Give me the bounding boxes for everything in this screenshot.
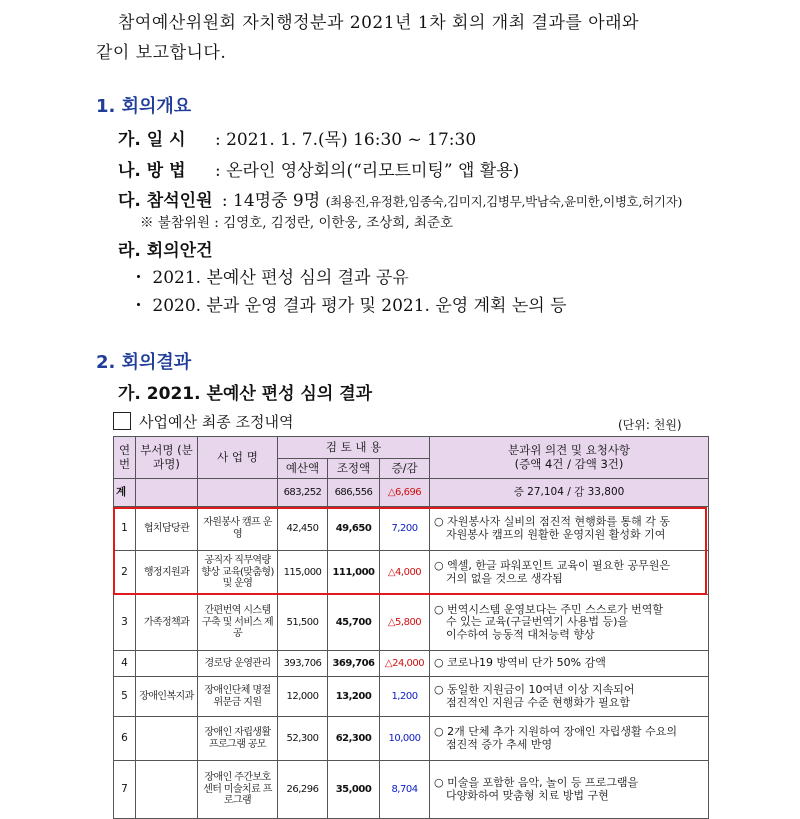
highlight-box: [113, 507, 707, 595]
table-caption: 사업예산 최종 조정내역: [113, 411, 293, 432]
attend-value: : 14명중 9명: [221, 191, 321, 211]
header-budget: 예산액: [278, 459, 328, 479]
table-row: 3 가족정책과 간편번역 시스템구축 및 서비스 제공 51,500 45,700 △5,800 ○ 번역시스템 운영보다는 주민 스스로가 번역할 수 있는 교육(구글번역기 사용법 등)을 이수하여 능동적 대처능력 향상: [114, 595, 709, 651]
agenda-item-2: ・ 2020. 분과 운영 결과 평가 및 2021. 운영 계획 논의 등: [130, 296, 567, 316]
total-row: 계 683,252 686,556 △6,696 증 27,104 / 감 33,800: [114, 479, 709, 507]
table-row: 2 행정지원과 공직자 직무역량 향상 교육(맞춤형) 및 운영 115,000 111,000 △4,000 ○ 엑셀, 한글 파워포인트 교육이 필요한 공무원은 거의 없을 것으로 생각됨: [114, 551, 709, 595]
method-label: 나. 방 법: [118, 161, 186, 181]
intro-line-2: 같이 보고합니다.: [96, 43, 227, 63]
checkbox-icon: [113, 412, 131, 430]
absent-members: ※ 불참위원 : 김영호, 김정란, 이한웅, 조상희, 최준호: [140, 215, 454, 231]
attend-names: (최용진,유정환,임종숙,김미지,김병무,박남숙,윤미한,이병호,허기자): [325, 194, 683, 209]
section-2-title: 2. 회의결과: [96, 352, 192, 373]
header-dept: 부서명 (분과명): [136, 437, 198, 479]
header-adjusted: 조정액: [328, 459, 380, 479]
meeting-method: [118, 156, 519, 181]
attend-label: 다. 참석인원: [118, 191, 213, 211]
meeting-attendance: [118, 186, 682, 211]
agenda-item-1: ・ 2021. 본예산 편성 심의 결과 공유: [130, 268, 409, 288]
section-1-title: 1. 회의개요: [96, 96, 192, 117]
date-value: : 2021. 1. 7.(목) 16:30 ~ 17:30: [214, 130, 477, 150]
header-opinion: 분과위 의견 및 요청사항 (증액 4건 / 감액 3건): [430, 437, 709, 479]
intro-line-1: 참여예산위원회 자치행정분과 2021년 1차 회의 개최 결과를 아래와: [118, 13, 639, 33]
table-row: 4 경로당 운영관리 393,706 369,706 △24,000 ○ 코로나19 방역비 단가 50% 감액: [114, 651, 709, 677]
header-no: 연번: [114, 437, 136, 479]
meeting-date: [118, 125, 476, 150]
method-value: : 온라인 영상회의(“리모트미팅” 앱 활용): [214, 161, 520, 181]
table-row: 7 장애인 주간보호센터 미술치료 프로그램 26,296 35,000 8,704 ○ 미술을 포함한 음악, 놀이 등 프로그램을 다양화하여 맞춤형 치료 방법 구현: [114, 761, 709, 819]
table-row: 5 장애인복지과 장애인단체 명절위문금 지원 12,000 13,200 1,200 ○ 동일한 지원금이 10여년 이상 지속되어 점진적인 지원금 수준 현행화가 필요함: [114, 677, 709, 717]
agenda-label: 라. 회의안건: [118, 241, 213, 261]
date-label: 가. 일 시: [118, 130, 186, 150]
table-row: 1 협치담당관 자원봉사 캠프 운영 42,450 49,650 7,200 ○ 자원봉사자 실비의 점진적 현행화를 통해 각 동 자원봉사 캠프의 원활한 운영지원 활성화 기여: [114, 507, 709, 551]
header-diff: 증/감: [380, 459, 430, 479]
budget-table: [113, 436, 709, 819]
header-project: 사 업 명: [198, 437, 278, 479]
section-2-sub: 가. 2021. 본예산 편성 심의 결과: [118, 384, 373, 404]
table-row: 6 장애인 자립생활 프로그램 공모 52,300 62,300 10,000 ○ 2개 단체 추가 지원하여 장애인 자립생활 수요의 점진적 증가 추세 반영: [114, 717, 709, 761]
unit-label: (단위: 천원): [618, 418, 682, 432]
header-review: 검 토 내 용: [278, 437, 430, 459]
